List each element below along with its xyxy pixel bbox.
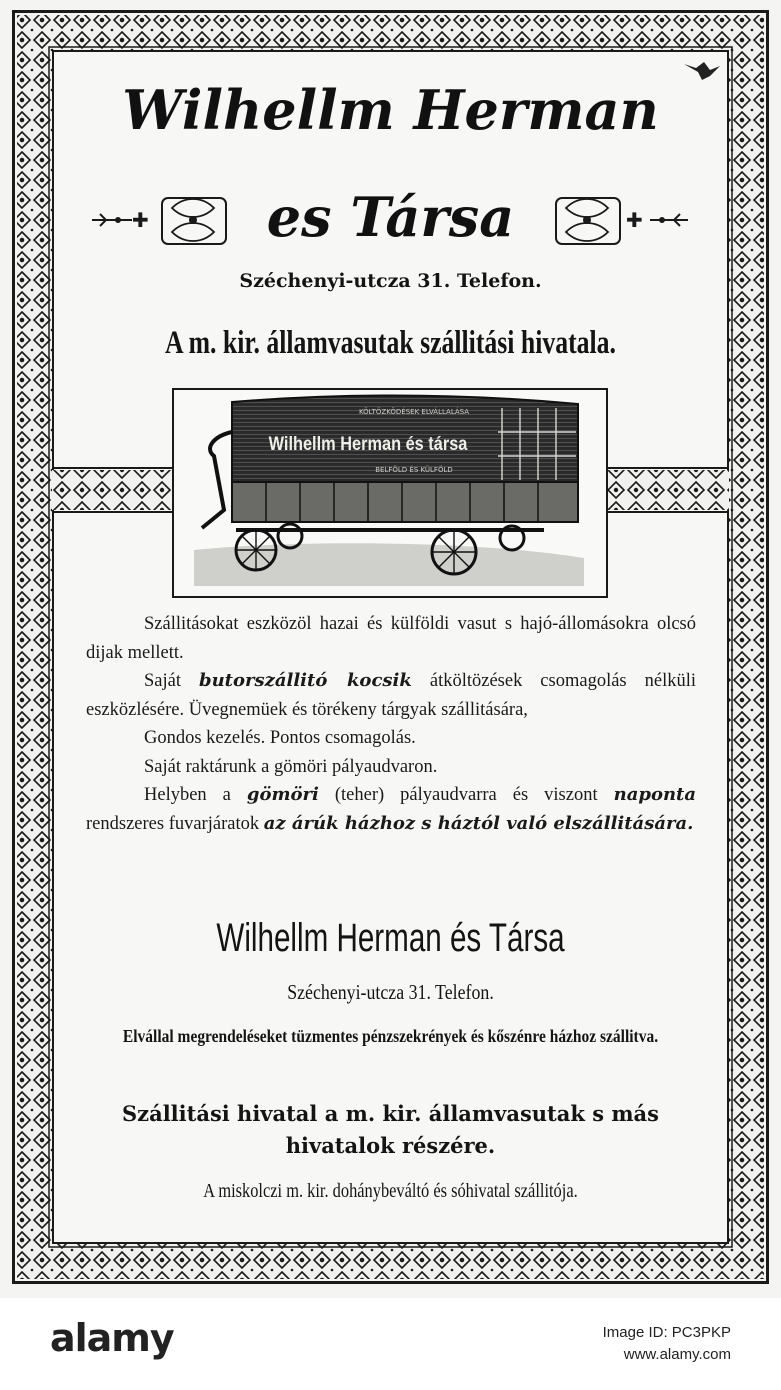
right-decorative-band — [606, 460, 729, 520]
image-id: Image ID: PC3PKP — [602, 1324, 731, 1341]
svg-text:KÖLTÖZKÖDÉSEK ELVÁLLALÁSA: KÖLTÖZKÖDÉSEK ELVÁLLALÁSA — [358, 408, 470, 416]
tobacco-salt-supplier-line: A miskolczi m. kir. dohánybeváltó és sóhivatal szállitója. — [203, 1180, 578, 1202]
text-segment: rendszeres fuvarjáratok — [86, 813, 264, 834]
paragraph-handling: Gondos kezelés. Pontos csomagolás. — [144, 728, 416, 748]
company-title-line2: es Társa — [266, 185, 515, 249]
text-segment: átköltözések csomagolás nélküli eszközlésére. Üvegnemüek és törékeny tárgyak szállitására, — [86, 671, 696, 720]
alamy-logo[interactable]: alamy — [50, 1316, 174, 1360]
text-segment: Helyben a — [144, 785, 247, 805]
shipping-office-statement: Szállitási hivatal a m. kir. államvasutak s más hivatalok részére. — [122, 1101, 659, 1158]
svg-text:✚: ✚ — [132, 208, 149, 232]
street-address-repeat: Széchenyi-utcza 31. Telefon. — [287, 980, 494, 1004]
paragraph-furniture — [86, 667, 696, 724]
emphasis-home-delivery: az árúk házhoz s háztól való elszállitására. — [263, 812, 694, 834]
paragraph-warehouse: Saját raktárunk a gömöri pályaudvaron. — [144, 756, 438, 777]
paragraph-daily-transport — [86, 781, 696, 838]
site-url[interactable]: www.alamy.com — [623, 1346, 731, 1363]
emphasis-furniture-wagons: butorszállitó kocsik — [199, 670, 412, 691]
furniture-wagon-illustration — [172, 388, 608, 598]
svg-text:BELFÖLD ÉS KÜLFÖLD: BELFÖLD ÉS KÜLFÖLD — [375, 466, 453, 474]
image-id-block — [603, 1322, 731, 1366]
safes-coal-offer: Elvállal megrendeléseket tüzmentes pénzszekrények és kőszénre házhoz szállitva. — [122, 1026, 659, 1046]
services-paragraphs — [86, 610, 696, 838]
left-decorative-band — [52, 460, 174, 520]
company-name-repeat: Wilhellm Herman és Társa — [216, 916, 565, 960]
emphasis-daily: naponta — [613, 784, 697, 805]
company-title-line1: Wilhellm Herman — [122, 78, 659, 142]
wagon-icon — [174, 390, 606, 596]
emphasis-gomori: gömöri — [246, 784, 319, 805]
wagon-sign-text: Wilhellm Herman és társa — [268, 434, 468, 455]
text-segment: (teher) pályaudvarra és viszont — [318, 785, 614, 805]
paragraph-shipping: Szállitásokat eszközöl hazai és külföldi vasut s hajó-állomásokra olcsó dijak mellett. — [86, 614, 696, 663]
street-address: Széchenyi-utcza 31. Telefon. — [239, 270, 542, 292]
svg-text:✚: ✚ — [626, 208, 643, 232]
right-ornament-icon — [550, 192, 690, 252]
text-segment: Saját — [144, 671, 199, 691]
railway-office-heading: A m. kir. államvasutak szállitási hivatala. — [165, 325, 616, 361]
